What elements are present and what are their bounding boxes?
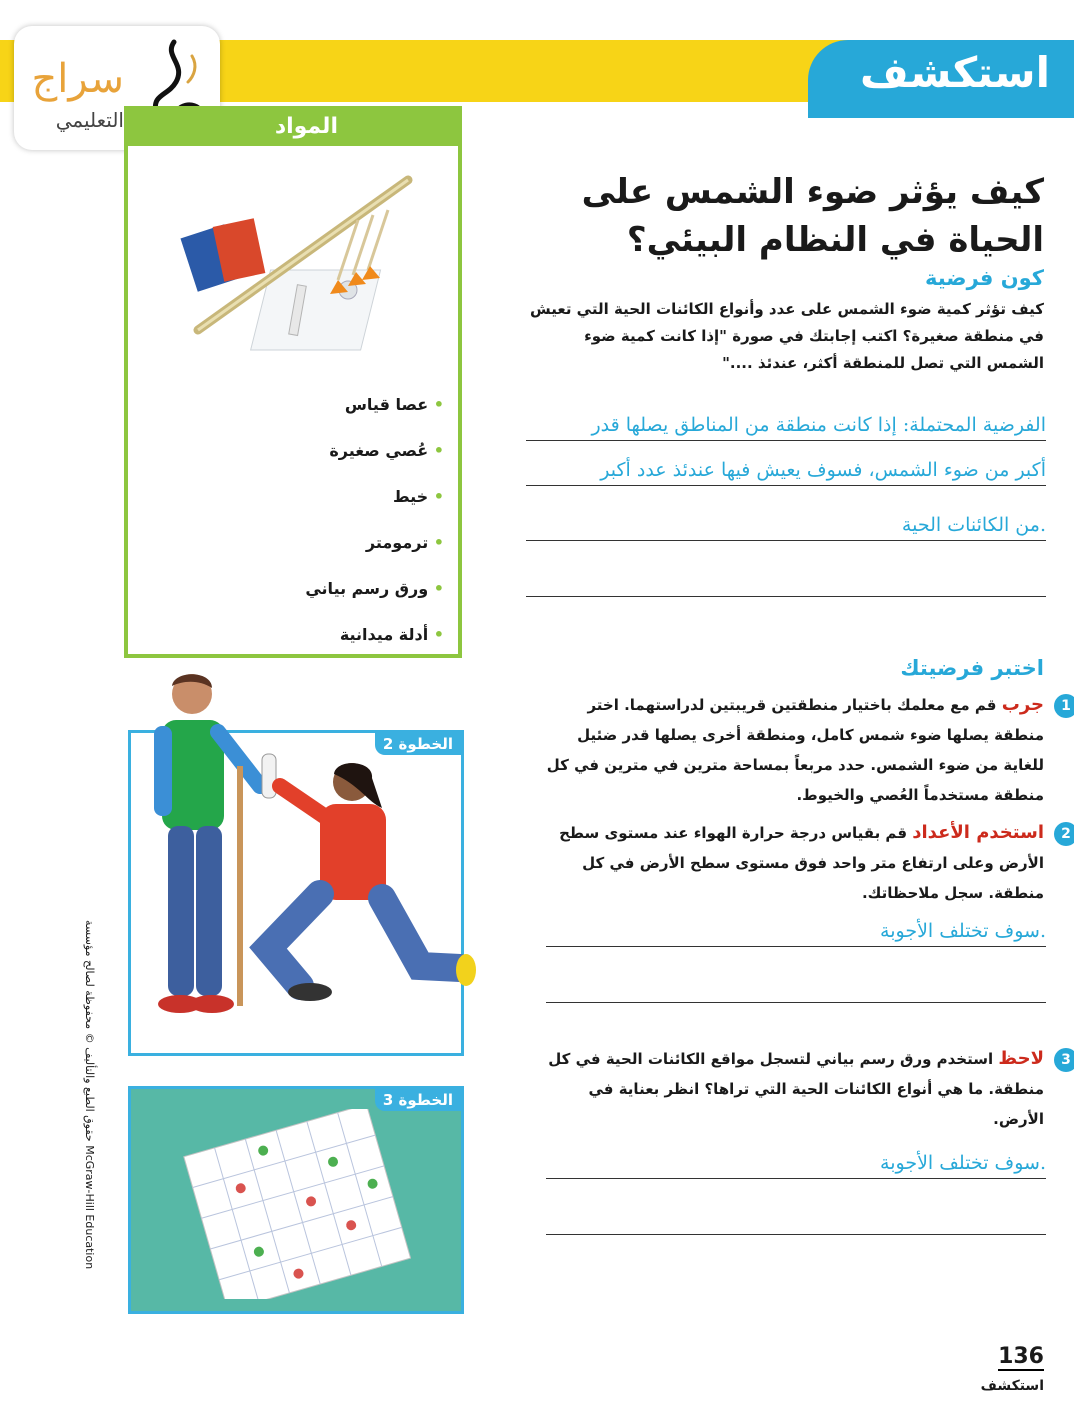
answer-text: سوف تختلف الأجوبة. [880,1152,1046,1174]
list-item: • ترمومتر [305,520,444,566]
step-text: قم بقياس درجة حرارة الهواء عند مستوى سطح الأرض وعلى ارتفاع متر واحد فوق مستوى سطح الأرض في كل منطقة. سجل ملاحظاتك. [559,824,1044,902]
answer-text: من الكائنات الحية. [901,514,1046,536]
step-3-photo [128,1086,464,1314]
answer-line[interactable] [526,556,1046,597]
graph-paper-drawing [171,1109,411,1299]
list-item: • عصا قياس [305,382,444,428]
page-number: 136 [998,1344,1044,1369]
answer-line[interactable] [546,1138,1046,1179]
step-number-icon: 2 [1054,822,1074,846]
materials-header [128,110,458,146]
step-keyword: استخدم الأعداد [912,822,1044,843]
answer-line[interactable] [546,962,1046,1003]
students-measuring-photo [120,666,480,1066]
step-number-icon: 1 [1054,694,1074,718]
step-keyword: لاحظ [998,1048,1044,1069]
list-item: • ورق رسم بياني [305,566,444,612]
materials-photo [178,160,418,360]
materials-box [124,106,462,658]
page-label: استكشف [980,1378,1044,1394]
test-heading: اختبر فرضيتك [900,656,1044,680]
step-3 [544,1044,1071,1134]
materials-title: المواد [274,114,338,139]
step-2-tag: الخطوة 2 [375,733,461,755]
list-item: • خيط [305,474,444,520]
answer-line[interactable] [526,400,1046,441]
step-text: استخدم ورق رسم بياني لتسجل مواقع الكائنات الحية في كل منطقة. ما هي أنواع الكائنات الحية التي تراها؟ انظر بعناية في الأرض. [548,1050,1044,1128]
logo-name: سراج [31,56,124,102]
step-2 [544,818,1071,908]
answer-line[interactable] [546,1194,1046,1235]
hypothesis-prompt: كيف تؤثر كمية ضوء الشمس على عدد وأنواع الكائنات الحية التي تعيش في منطقة صغيرة؟ اكتب إجابتك في صورة "إذا كانت كمية ضوء الشمس التي تصل للمنطقة أكثر، عندئذ ...." [530,300,1044,372]
step-keyword: جرب [1001,694,1044,715]
list-item: • عُصي صغيرة [305,428,444,474]
answer-text: أكبر من ضوء الشمس، فسوف يعيش فيها عندئذ عدد أكبر [600,459,1046,481]
main-question: كيف يؤثر ضوء الشمس على الحياة في النظام البيئي؟ [581,172,1044,260]
answer-text: الفرضية المحتملة: إذا كانت منطقة من المناطق يصلها قدر [591,414,1046,436]
answer-line[interactable] [526,500,1046,541]
section-title: استكشف [859,48,1050,97]
answer-line[interactable] [526,445,1046,486]
materials-list [305,382,444,658]
answer-line[interactable] [546,906,1046,947]
answer-text: سوف تختلف الأجوبة. [880,920,1046,942]
step-3-tag: الخطوة 3 [375,1089,461,1111]
step-1 [544,690,1071,810]
logo-subtitle: التعليمي [55,108,124,132]
step-text: قم مع معلمك باختيار منطقتين قريبتين لدراستهما. اختر منطقة يصلها ضوء شمس كامل، ومنطقة أخرى يصلها قدر ضئيل للغاية من ضوء الشمس. حدد مربعاً بمساحة مترين في مترين في كل منطقة مستخدماً العُصي والخيوط. [546,696,1044,804]
hypothesis-heading: كون فرضية [924,266,1044,290]
list-item: • أدلة ميدانية [305,612,444,658]
step-number-icon: 3 [1054,1048,1074,1072]
copyright-credit: حقوق الطبع والتأليف © محفوظة لصالح مؤسسة McGraw-Hill Education [83,920,96,1270]
